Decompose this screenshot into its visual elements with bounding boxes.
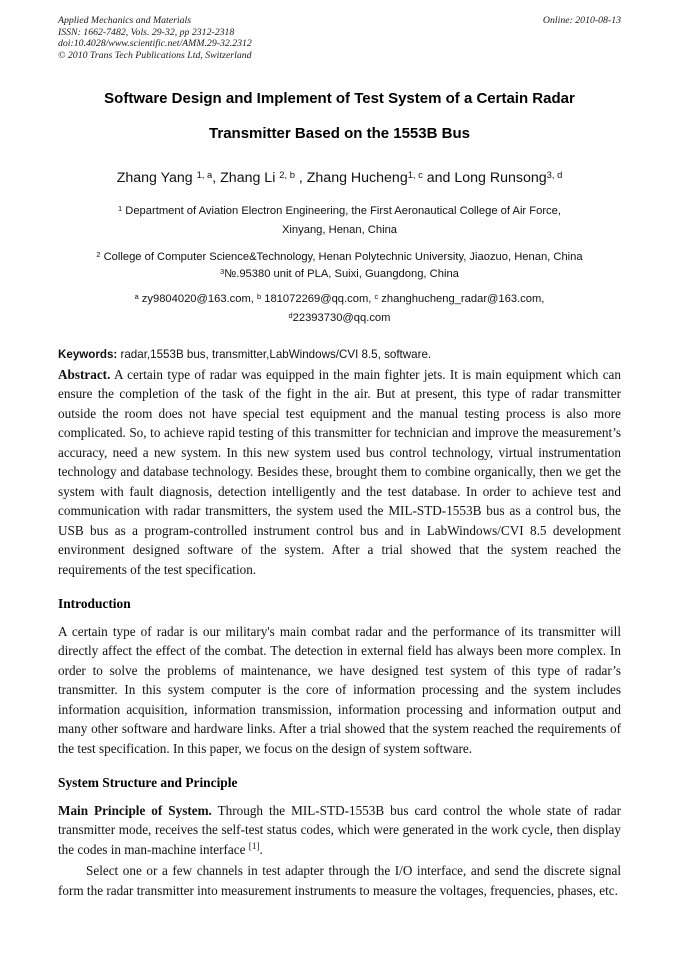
author-separator: and <box>422 169 455 186</box>
email-marker: c <box>374 291 379 301</box>
author-affil-marker: 1, a <box>196 169 213 180</box>
online-date: Online: 2010-08-13 <box>542 15 621 26</box>
author-name: Zhang Yang <box>116 169 197 186</box>
email-marker: d <box>288 310 293 320</box>
main-principle-tail: . <box>259 841 263 857</box>
main-principle-text: Through the MIL-STD-1553B bus card control the whole state of radar transmitter mode, receives the self-test status codes, which were generated in the work cycle, then display the codes in man-machine interface <box>58 802 621 857</box>
email-marker: b <box>257 291 262 301</box>
affiliation-text: Department of Aviation Electron Engineering, the First Aeronautical College of Air Force, <box>122 204 561 217</box>
section-heading-system-structure: System Structure and Principle <box>58 775 238 791</box>
doi-line: doi:10.4028/www.scientific.net/AMM.29-32.2312 <box>58 38 252 50</box>
affiliation-3 <box>58 266 621 283</box>
affiliation-text: College of Computer Science&Technology, Henan Polytechnic University, Jiaozuo, Henan, China <box>100 250 583 263</box>
author-separator: , <box>212 169 221 186</box>
affiliation-marker: 1 <box>118 203 123 213</box>
author-affil-marker: 1, c <box>407 169 423 180</box>
select-channels-paragraph: Select one or a few channels in test adapter through the I/O interface, and send the discrete signal form the radar transmitter into measurement instruments to measure the voltages, frequencies, phases, etc. <box>58 863 621 898</box>
abstract-paragraph <box>58 365 621 580</box>
journal-header <box>58 15 621 62</box>
paper-title <box>58 91 621 142</box>
author-separator: , <box>294 169 307 186</box>
author-name: Long Runsong <box>454 169 547 186</box>
issn-line: ISSN: 1662-7482, Vols. 29-32, pp 2312-2318 <box>58 26 235 38</box>
keywords-line <box>58 345 621 365</box>
affiliation-marker: 3 <box>220 266 225 276</box>
journal-name: Applied Mechanics and Materials <box>58 15 192 26</box>
copyright-line: © 2010 Trans Tech Publications Ltd, Switzerland <box>58 50 252 62</box>
author-emails <box>58 290 621 328</box>
affiliation-1 <box>58 202 621 240</box>
email-address: zhanghucheng_radar@163.com, <box>378 292 545 305</box>
paper-title-line2: Transmitter Based on the 1553B Bus <box>209 124 470 142</box>
affiliation-text: №.95380 unit of PLA, Suixi, Guangdong, China <box>224 267 459 280</box>
author-affil-marker: 3, d <box>546 169 563 180</box>
email-marker: a <box>134 291 139 301</box>
author-affil-marker: 2, b <box>279 169 295 180</box>
section-heading-introduction: Introduction <box>58 596 131 612</box>
author-line <box>58 168 621 189</box>
citation-ref-1: [1] <box>248 841 260 852</box>
main-principle-label: Main Principle of System. <box>58 802 212 818</box>
abstract-text: A certain type of radar was equipped in the main fighter jets. It is main equipment which can ensure the completion of the task of the fight in the air. But at present, this type of radar transmitter outside the room does not have special test equipment and the manual testing process is also more complicated. So, to achieve rapid testing of this transmitter for technician and improve the measurement’s accuracy, need a new system. In this new system used bus control technology, virtual instrumentation technology and database technology. Besides these, brought them to combine organically, then we get the system with fault diagnosis, detection intelligently and the test database. In order to achieve test and communication with radar transmitters, the system used the MIL-STD-1553B bus as a control bus, the USB bus as a program-controlled instrument control bus and in LabWindows/CVI 8.5 development environment designed software of the system. After a trial showed that the system reached the requirements of the test specification. <box>58 366 621 577</box>
author-name: Zhang Hucheng <box>306 169 408 186</box>
affiliation-2 <box>58 249 621 266</box>
email-address: 181072269@qq.com, <box>261 292 375 305</box>
email-address: 22393730@qq.com <box>292 311 391 324</box>
author-name: Zhang Li <box>220 169 280 186</box>
affiliation-text: Xinyang, Henan, China <box>281 223 398 236</box>
keywords-text: radar,1553B bus, transmitter,LabWindows/CVI 8.5, software. <box>117 347 432 361</box>
introduction-paragraph: A certain type of radar is our military's main combat radar and the performance of its transmitter will directly affect the effect of the combat. The detection in external field has always been more complex. In order to solve the problems of maintenance, we have designed test system of this type of radar’s transmitter. In this system computer is the core of information processing and the system includes information acquisition, information transmission, information processing and information output and many other software and hardware links. After a trial showed that the system reached the requirements of the test specification. In this paper, we focus on the design of system software. <box>58 623 621 756</box>
email-address: zy9804020@163.com, <box>138 292 258 305</box>
paper-title-line1: Software Design and Implement of Test System of a Certain Radar <box>104 89 575 107</box>
affiliation-marker: 2 <box>96 249 101 259</box>
keywords-label: Keywords: <box>58 347 118 361</box>
main-principle-paragraph <box>58 801 621 862</box>
abstract-label: Abstract. <box>58 366 111 382</box>
